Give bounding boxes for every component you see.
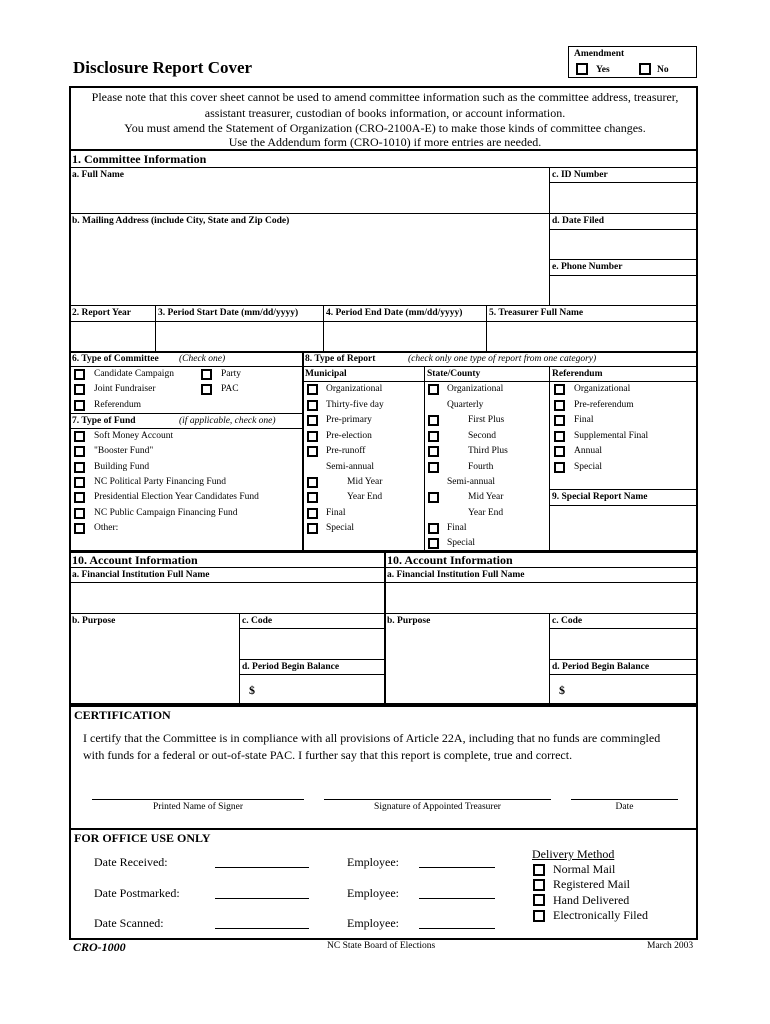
account-1-balance-label: d. Period Begin Balance bbox=[242, 662, 340, 672]
fund-type-hint: (if applicable, check one) bbox=[179, 416, 276, 426]
referendum-annual-checkbox[interactable] bbox=[554, 446, 565, 457]
account-1-institution-label: a. Financial Institution Full Name bbox=[72, 570, 210, 580]
divider bbox=[302, 366, 698, 367]
divider bbox=[239, 674, 385, 675]
candidate-campaign-checkbox[interactable] bbox=[74, 369, 85, 380]
divider bbox=[69, 149, 698, 151]
divider bbox=[69, 167, 698, 168]
electronically-filed-checkbox[interactable] bbox=[533, 910, 545, 922]
municipal-pre-election-checkbox[interactable] bbox=[307, 431, 318, 442]
presidential-fund-checkbox[interactable] bbox=[74, 492, 85, 503]
public-financing-checkbox[interactable] bbox=[74, 508, 85, 519]
period-start-label: 3. Period Start Date (mm/dd/yyyy) bbox=[158, 308, 299, 318]
state-option-label: First Plus bbox=[468, 415, 505, 425]
employee-postmarked-line[interactable] bbox=[419, 898, 495, 899]
amendment-no-checkbox[interactable] bbox=[639, 63, 651, 75]
period-end-label: 4. Period End Date (mm/dd/yyyy) bbox=[326, 308, 463, 318]
divider bbox=[69, 428, 302, 429]
certification-text-1: I certify that the Committee is in compliance with all provisions of Article 22A, including that no funds are commingled bbox=[83, 731, 661, 745]
revision-date: March 2003 bbox=[647, 941, 694, 951]
divider bbox=[424, 366, 425, 552]
pac-label: PAC bbox=[221, 384, 239, 394]
period-start-field[interactable] bbox=[157, 322, 322, 350]
date-scanned-line[interactable] bbox=[215, 928, 309, 929]
signature-caption: Signature of Appointed Treasurer bbox=[374, 802, 501, 812]
state-final-checkbox[interactable] bbox=[428, 523, 439, 534]
date-caption: Date bbox=[615, 802, 634, 812]
referendum-committee-label: Referendum bbox=[94, 400, 141, 410]
candidate-campaign-label: Candidate Campaign bbox=[94, 369, 174, 379]
special-report-name-label: 9. Special Report Name bbox=[552, 492, 648, 502]
account-2-institution-label: a. Financial Institution Full Name bbox=[387, 570, 525, 580]
certification-text-2: with funds for a federal or out-of-state PAC. I further say that this report is complete, true and correct. bbox=[83, 748, 573, 762]
date-received-label: Date Received: bbox=[94, 855, 168, 869]
state-option-label: Fourth bbox=[468, 462, 494, 472]
municipal-option-label: Pre-primary bbox=[326, 415, 372, 425]
divider bbox=[155, 305, 156, 351]
notice-line-4: Use the Addendum form (CRO-1010) if more entries are needed. bbox=[228, 135, 542, 149]
joint-fundraiser-label: Joint Fundraiser bbox=[94, 384, 156, 394]
form-id: CRO-1000 bbox=[73, 940, 126, 954]
pac-checkbox[interactable] bbox=[201, 384, 212, 395]
delivery-option-label: Normal Mail bbox=[553, 862, 616, 876]
mailing-address-label: b. Mailing Address (include City, State and Zip Code) bbox=[72, 216, 290, 226]
committee-section-title: 1. Committee Information bbox=[72, 152, 207, 166]
state-third-plus-checkbox[interactable] bbox=[428, 446, 439, 457]
party-financing-checkbox[interactable] bbox=[74, 477, 85, 488]
municipal-thirty-five-checkbox[interactable] bbox=[307, 400, 318, 411]
divider bbox=[69, 366, 302, 367]
divider bbox=[549, 659, 698, 660]
page-title: Disclosure Report Cover bbox=[73, 58, 253, 77]
divider bbox=[549, 674, 698, 675]
state-option-label: Organizational bbox=[447, 384, 504, 394]
fund-option-label: Presidential Election Year Candidates Fund bbox=[94, 492, 259, 502]
date-filed-field[interactable] bbox=[551, 230, 697, 258]
phone-number-label: e. Phone Number bbox=[552, 262, 623, 272]
party-checkbox[interactable] bbox=[201, 369, 212, 380]
notice-line-3: You must amend the Statement of Organization (CRO-2100A-E) to make those kinds of committee changes. bbox=[124, 121, 646, 135]
special-report-name-field[interactable] bbox=[551, 506, 697, 550]
fund-option-label: NC Public Campaign Financing Fund bbox=[94, 508, 238, 518]
account-1-purpose-label: b. Purpose bbox=[72, 616, 116, 626]
employee-label: Employee: bbox=[347, 886, 399, 900]
state-option-label: Final bbox=[447, 523, 467, 533]
divider bbox=[69, 567, 698, 568]
state-county-heading: State/County bbox=[427, 369, 481, 379]
municipal-pre-runoff-checkbox[interactable] bbox=[307, 446, 318, 457]
state-option-label: Third Plus bbox=[468, 446, 508, 456]
notice-line-2: assistant treasurer, custodian of books information, or account information. bbox=[204, 106, 566, 120]
divider bbox=[302, 381, 698, 382]
id-number-label: c. ID Number bbox=[552, 170, 608, 180]
id-number-field[interactable] bbox=[551, 183, 697, 213]
referendum-organizational-checkbox[interactable] bbox=[554, 384, 565, 395]
account-1-code-field[interactable] bbox=[241, 629, 383, 658]
referendum-option-label: Supplemental Final bbox=[574, 431, 649, 441]
notice-line-1: Please note that this cover sheet cannot be used to amend committee information such as the committee address, treasurer, bbox=[91, 90, 679, 104]
municipal-organizational-checkbox[interactable] bbox=[307, 384, 318, 395]
municipal-year-end-checkbox[interactable] bbox=[307, 492, 318, 503]
account-1-code-label: c. Code bbox=[242, 616, 273, 626]
divider bbox=[549, 366, 550, 552]
account-1-dollar-sign: $ bbox=[249, 683, 255, 697]
referendum-committee-checkbox[interactable] bbox=[74, 400, 85, 411]
account-2-code-label: c. Code bbox=[552, 616, 583, 626]
committee-type-hint: (Check one) bbox=[179, 354, 226, 364]
date-line[interactable] bbox=[571, 799, 678, 800]
state-organizational-checkbox[interactable] bbox=[428, 384, 439, 395]
account-2-dollar-sign: $ bbox=[559, 683, 565, 697]
divider bbox=[549, 259, 698, 260]
municipal-option-label: Thirty-five day bbox=[326, 400, 384, 410]
municipal-option-label: Final bbox=[326, 508, 346, 518]
divider bbox=[549, 167, 550, 305]
account-1-balance-field[interactable] bbox=[262, 676, 382, 702]
hand-delivered-checkbox[interactable] bbox=[533, 894, 545, 906]
fund-option-label: Building Fund bbox=[94, 462, 150, 472]
municipal-pre-primary-checkbox[interactable] bbox=[307, 415, 318, 426]
printed-name-caption: Printed Name of Signer bbox=[153, 802, 243, 812]
delivery-option-label: Electronically Filed bbox=[553, 908, 648, 922]
divider bbox=[239, 659, 385, 660]
municipal-option-label: Year End bbox=[347, 492, 383, 502]
state-option-label: Semi-annual bbox=[447, 477, 496, 487]
fund-option-label: Other: bbox=[94, 523, 119, 533]
employee-label: Employee: bbox=[347, 855, 399, 869]
state-option-label: Quarterly bbox=[447, 400, 484, 410]
state-special-checkbox[interactable] bbox=[428, 538, 439, 549]
state-fourth-checkbox[interactable] bbox=[428, 462, 439, 473]
account-2-purpose-label: b. Purpose bbox=[387, 616, 431, 626]
amendment-yes-label: Yes bbox=[596, 65, 610, 75]
date-postmarked-line[interactable] bbox=[215, 898, 309, 899]
municipal-special-checkbox[interactable] bbox=[307, 523, 318, 534]
account-2-code-field[interactable] bbox=[551, 629, 697, 658]
municipal-option-label: Semi-annual bbox=[326, 462, 375, 472]
referendum-special-checkbox[interactable] bbox=[554, 462, 565, 473]
party-label: Party bbox=[221, 369, 242, 379]
state-option-label: Year End bbox=[468, 508, 504, 518]
state-option-label: Second bbox=[468, 431, 496, 441]
municipal-option-label: Mid Year bbox=[347, 477, 383, 487]
amendment-no-label: No bbox=[657, 65, 669, 75]
municipal-option-label: Pre-runoff bbox=[326, 446, 366, 456]
municipal-option-label: Special bbox=[326, 523, 354, 533]
date-filed-label: d. Date Filed bbox=[552, 216, 604, 226]
divider bbox=[323, 305, 324, 351]
report-type-hint: (check only one type of report from one category) bbox=[408, 354, 597, 364]
signature-line[interactable] bbox=[324, 799, 551, 800]
delivery-option-label: Hand Delivered bbox=[553, 893, 630, 907]
state-first-plus-checkbox[interactable] bbox=[428, 415, 439, 426]
employee-received-line[interactable] bbox=[419, 867, 495, 868]
referendum-final-checkbox[interactable] bbox=[554, 415, 565, 426]
fund-type-title: 7. Type of Fund bbox=[72, 416, 136, 426]
agency-name: NC State Board of Elections bbox=[327, 941, 436, 951]
divider bbox=[69, 213, 698, 214]
treasurer-label: 5. Treasurer Full Name bbox=[489, 308, 584, 318]
building-fund-checkbox[interactable] bbox=[74, 462, 85, 473]
divider bbox=[486, 305, 487, 351]
state-option-label: Mid Year bbox=[468, 492, 504, 502]
referendum-supplemental-checkbox[interactable] bbox=[554, 431, 565, 442]
municipal-option-label: Organizational bbox=[326, 384, 383, 394]
registered-mail-checkbox[interactable] bbox=[533, 879, 545, 891]
state-mid-year-checkbox[interactable] bbox=[428, 492, 439, 503]
account-1-institution-field[interactable] bbox=[71, 583, 383, 612]
amendment-yes-checkbox[interactable] bbox=[576, 63, 588, 75]
employee-label: Employee: bbox=[347, 916, 399, 930]
period-end-field[interactable] bbox=[325, 322, 485, 350]
account-1-title: 10. Account Information bbox=[72, 553, 198, 567]
divider bbox=[69, 351, 698, 353]
report-year-label: 2. Report Year bbox=[72, 308, 132, 318]
full-name-field[interactable] bbox=[71, 183, 548, 213]
account-2-purpose-field[interactable] bbox=[386, 629, 548, 703]
fund-option-label: "Booster Fund" bbox=[94, 446, 154, 456]
phone-number-field[interactable] bbox=[551, 276, 697, 304]
date-received-line[interactable] bbox=[215, 867, 309, 868]
referendum-option-label: Final bbox=[574, 415, 594, 425]
amendment-label: Amendment bbox=[574, 49, 625, 59]
full-name-label: a. Full Name bbox=[72, 170, 124, 180]
divider bbox=[69, 613, 698, 614]
municipal-mid-year-checkbox[interactable] bbox=[307, 477, 318, 488]
printed-name-line[interactable] bbox=[92, 799, 304, 800]
delivery-method-title: Delivery Method bbox=[532, 847, 615, 861]
referendum-option-label: Special bbox=[574, 462, 602, 472]
account-2-balance-field[interactable] bbox=[572, 676, 696, 702]
divider bbox=[549, 489, 698, 490]
fund-option-label: NC Political Party Financing Fund bbox=[94, 477, 226, 487]
soft-money-checkbox[interactable] bbox=[74, 431, 85, 442]
municipal-option-label: Pre-election bbox=[326, 431, 372, 441]
fund-option-label: Soft Money Account bbox=[94, 431, 174, 441]
joint-fundraiser-checkbox[interactable] bbox=[74, 384, 85, 395]
divider bbox=[69, 305, 698, 306]
certification-title: CERTIFICATION bbox=[74, 708, 171, 722]
date-scanned-label: Date Scanned: bbox=[94, 916, 164, 930]
employee-scanned-line[interactable] bbox=[419, 928, 495, 929]
normal-mail-checkbox[interactable] bbox=[533, 864, 545, 876]
mailing-address-field[interactable] bbox=[71, 229, 548, 304]
municipal-final-checkbox[interactable] bbox=[307, 508, 318, 519]
state-option-label: Special bbox=[447, 538, 475, 548]
report-year-field[interactable] bbox=[71, 322, 154, 350]
account-1-purpose-field[interactable] bbox=[71, 629, 238, 703]
referendum-option-label: Pre-referendum bbox=[574, 400, 634, 410]
treasurer-field[interactable] bbox=[488, 322, 697, 350]
referendum-option-label: Organizational bbox=[574, 384, 631, 394]
referendum-heading: Referendum bbox=[552, 369, 603, 379]
account-2-institution-field[interactable] bbox=[386, 583, 697, 612]
account-2-title: 10. Account Information bbox=[387, 553, 513, 567]
state-second-checkbox[interactable] bbox=[428, 431, 439, 442]
committee-type-title: 6. Type of Committee bbox=[72, 354, 159, 364]
other-fund-checkbox[interactable] bbox=[74, 523, 85, 534]
referendum-option-label: Annual bbox=[574, 446, 602, 456]
delivery-option-label: Registered Mail bbox=[553, 877, 630, 891]
date-postmarked-label: Date Postmarked: bbox=[94, 886, 180, 900]
report-type-title: 8. Type of Report bbox=[305, 354, 376, 364]
referendum-pre-checkbox[interactable] bbox=[554, 400, 565, 411]
booster-fund-checkbox[interactable] bbox=[74, 446, 85, 457]
account-2-balance-label: d. Period Begin Balance bbox=[552, 662, 650, 672]
municipal-heading: Municipal bbox=[305, 369, 347, 379]
office-use-title: FOR OFFICE USE ONLY bbox=[74, 831, 211, 845]
divider bbox=[69, 413, 302, 414]
